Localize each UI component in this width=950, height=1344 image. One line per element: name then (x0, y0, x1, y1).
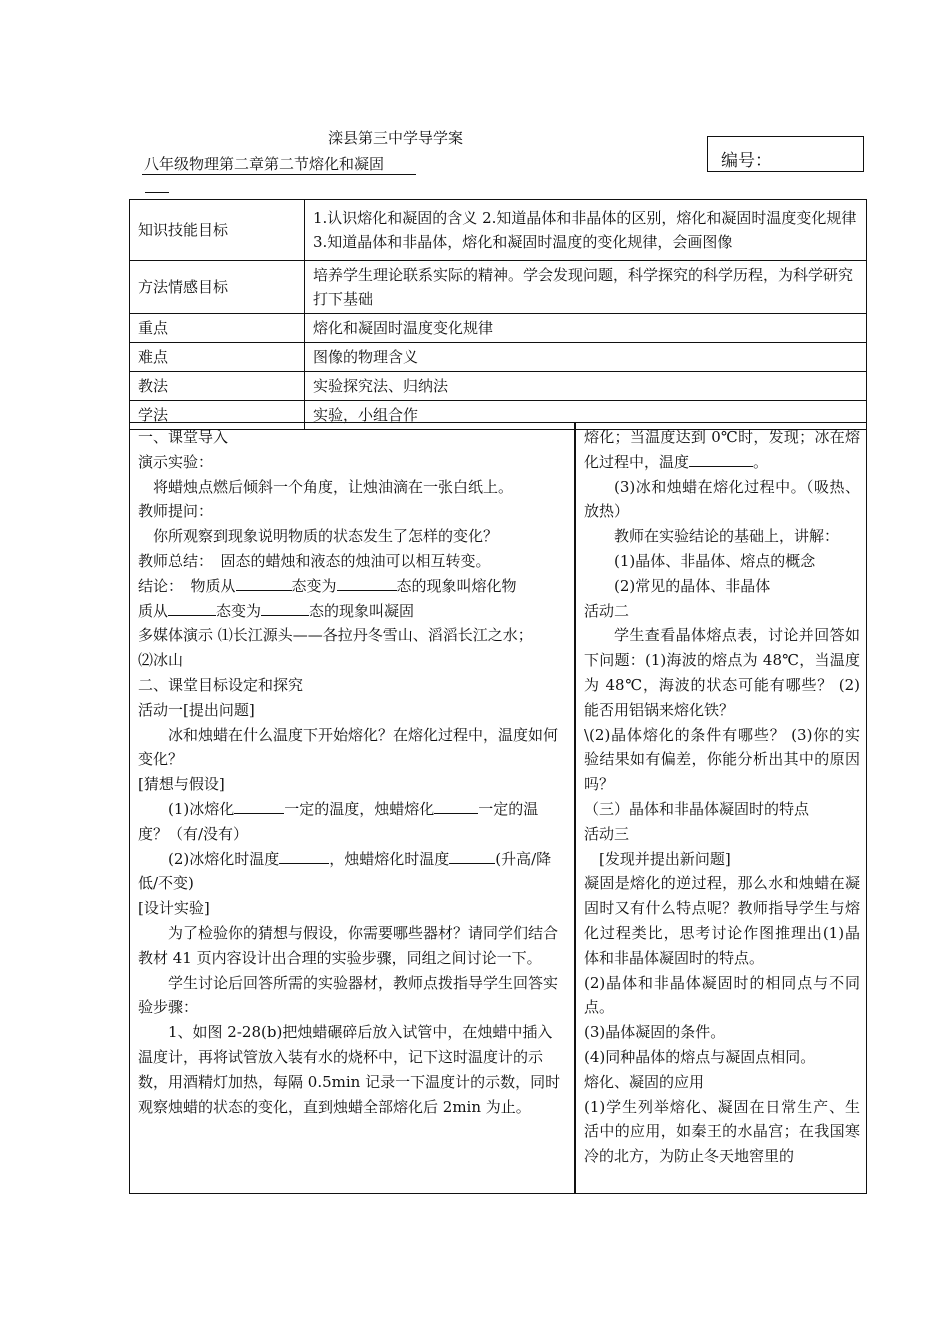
text-line: 学生查看晶体熔点表，讨论并回答如下问题：(1)海波的熔点为 48℃，当温度为 48℃，海波的状态可能有哪些？ (2)能否用铝锅来熔化铁？ (584, 626, 860, 719)
row-value: 图像的物理含义 (305, 343, 867, 372)
text-span: (升高/降低/不变) (138, 849, 552, 893)
text-line: 凝固是熔化的逆过程，那么水和烛蜡在凝固时又有什么特点呢？教师指导学生与熔化过程类比，思考讨论作图推理出(1)晶体和非晶体凝固时的特点。 (584, 874, 860, 967)
text-line: 熔化、凝固的应用 (584, 1072, 705, 1091)
text-span: 质从 (138, 601, 169, 620)
row-value: 实验探究法、归纳法 (305, 372, 867, 401)
text-line: 活动三 (584, 824, 630, 843)
table-row (130, 261, 867, 314)
answer-blank[interactable] (689, 452, 753, 467)
text-line: 教师在实验结论的基础上，讲解： (614, 527, 840, 546)
answer-blank[interactable] (279, 849, 329, 864)
lesson-body (129, 422, 867, 1194)
text-line: (1)学生列举熔化、凝固在日常生产、生活中的应用，如秦王的水晶宫；在我国寒冷的北方，为防止冬天地窖里的 (584, 1097, 860, 1166)
row-value: 实验，小组合作 (305, 401, 867, 430)
text-line: 学生讨论后回答所需的实验器材，教师点拨指导学生回答实验步骤： (138, 973, 559, 1017)
text-line: (3)冰和烛蜡在熔化过程中。（吸热、放热） (584, 477, 860, 521)
answer-blank[interactable] (234, 799, 284, 814)
row-label: 难点 (130, 343, 305, 372)
section-heading: 二、课堂目标设定和探究 (138, 675, 304, 694)
number-box (707, 136, 864, 172)
text-span: 一定的温度？（有/没有） (138, 799, 539, 843)
answer-blank[interactable] (261, 601, 309, 616)
text-span: 态的现象叫凝固 (309, 601, 415, 620)
column-divider (574, 423, 576, 1193)
row-value: 1.认识熔化和凝固的含义 2.知道晶体和非晶体的区别，熔化和凝固时温度变化规律 3.知道晶体和非晶体，熔化和凝固时温度的变化规律，会画图像 (305, 200, 867, 261)
text-span: 态的现象叫熔化物 (396, 576, 517, 595)
text-span: (1)冰熔化 (168, 799, 235, 818)
text-line: (4)同种晶体的熔点与凝固点相同。 (584, 1047, 816, 1066)
fill-blank-line (138, 599, 564, 624)
row-value: 熔化和凝固时温度变化规律 (305, 314, 867, 343)
text-line: (1)晶体、非晶体、熔点的概念 (614, 551, 816, 570)
text-line: ⑵冰山 (138, 651, 184, 670)
text-line: 教师提问： (138, 502, 214, 521)
text-line: [发现并提出新问题] (599, 849, 731, 868)
text-span: 一定的温度，烛蜡熔化 (284, 799, 435, 818)
text-line: (2)常见的晶体、非晶体 (614, 576, 771, 595)
table-row (130, 314, 867, 343)
section-heading: 一、课堂导入 (138, 428, 229, 446)
text-line: \(2)晶体熔化的条件有哪些？ (3)你的实验结果如有偏差，你能分析出其中的原因吗？ (584, 725, 860, 794)
text-line: [设计实验] (138, 899, 210, 918)
fill-blank-line (584, 425, 860, 475)
row-value: 培养学生理论联系实际的精神。学会发现问题，科学探究的科学历程，为科学研究打下基础 (305, 261, 867, 314)
fill-blank-line (138, 574, 564, 599)
row-label: 教法 (130, 372, 305, 401)
text-line: 1、如图 2-28(b)把烛蜡碾碎后放入试管中，在烛蜡中插入温度计，再将试管放入装有水的烧杯中，记下这时温度计的示数，用酒精灯加热，每隔 0.5min 记录一下温度计的示数，同时观察烛蜡的状态的变化，直到烛蜡全部熔化后 2min 为止。 (138, 1023, 561, 1116)
text-span: 态变为 (216, 601, 262, 620)
row-label: 学法 (130, 401, 305, 430)
objectives-table (129, 199, 867, 430)
text-line: 为了检验你的猜想与假设，你需要哪些器材？请同学们结合教材 41 页内容设计出合理的实验步骤，同组之间讨论一下。 (138, 923, 559, 967)
table-row (130, 200, 867, 261)
section-heading: （三）晶体和非晶体凝固时的特点 (584, 799, 810, 818)
lesson-subtitle (142, 153, 416, 175)
answer-blank[interactable] (434, 799, 478, 814)
text-line: 多媒体演示 ⑴长江源头——各拉丹冬雪山、滔滔长江之水； (138, 626, 533, 645)
school-title: 滦县第三中学导学案 (328, 129, 464, 147)
text-line: (2)晶体和非晶体凝固时的相同点与不同点。 (584, 973, 860, 1017)
fill-blank-line (138, 797, 564, 847)
text-span: (2)冰熔化时温度 (168, 849, 280, 868)
number-label: 编号： (721, 151, 772, 171)
underline-stub (145, 192, 169, 193)
text-span: ，烛蜡熔化时温度 (329, 849, 450, 868)
text-line: (3)晶体凝固的条件。 (584, 1023, 726, 1042)
subtitle-text: 八年级物理第二章第二节熔化和凝固 (144, 155, 385, 173)
row-label: 方法情感目标 (130, 261, 305, 314)
answer-blank[interactable] (449, 849, 495, 864)
text-line: 演示实验： (138, 452, 214, 471)
text-line: 活动二 (584, 601, 630, 620)
text-line: 活动一[提出问题] (138, 700, 255, 719)
text-span: 熔化；当温度达到 0℃时，发现；冰在熔化过程中，温度 (584, 428, 860, 471)
answer-blank[interactable] (236, 576, 292, 591)
subtitle-blank (386, 160, 416, 175)
text-span: 。 (753, 452, 769, 471)
answer-blank[interactable] (337, 576, 397, 591)
right-column (584, 425, 860, 1169)
text-line: [猜想与假设] (138, 775, 225, 794)
left-column (138, 425, 564, 1119)
table-row (130, 372, 867, 401)
row-label: 重点 (130, 314, 305, 343)
row-label: 知识技能目标 (130, 200, 305, 261)
text-line: 你所观察到现象说明物质的状态发生了怎样的变化？ (153, 527, 499, 546)
answer-blank[interactable] (168, 601, 216, 616)
text-line: 将蜡烛点燃后倾斜一个角度，让烛油滴在一张白纸上。 (153, 477, 514, 496)
fill-blank-line (138, 847, 564, 897)
text-line: 教师总结： 固态的蜡烛和液态的烛油可以相互转变。 (138, 551, 491, 570)
text-line: 冰和烛蜡在什么温度下开始熔化？在熔化过程中，温度如何变化？ (138, 725, 559, 769)
text-span: 结论： 物质从 (138, 576, 236, 595)
text-span: 态变为 (291, 576, 337, 595)
table-row (130, 343, 867, 372)
